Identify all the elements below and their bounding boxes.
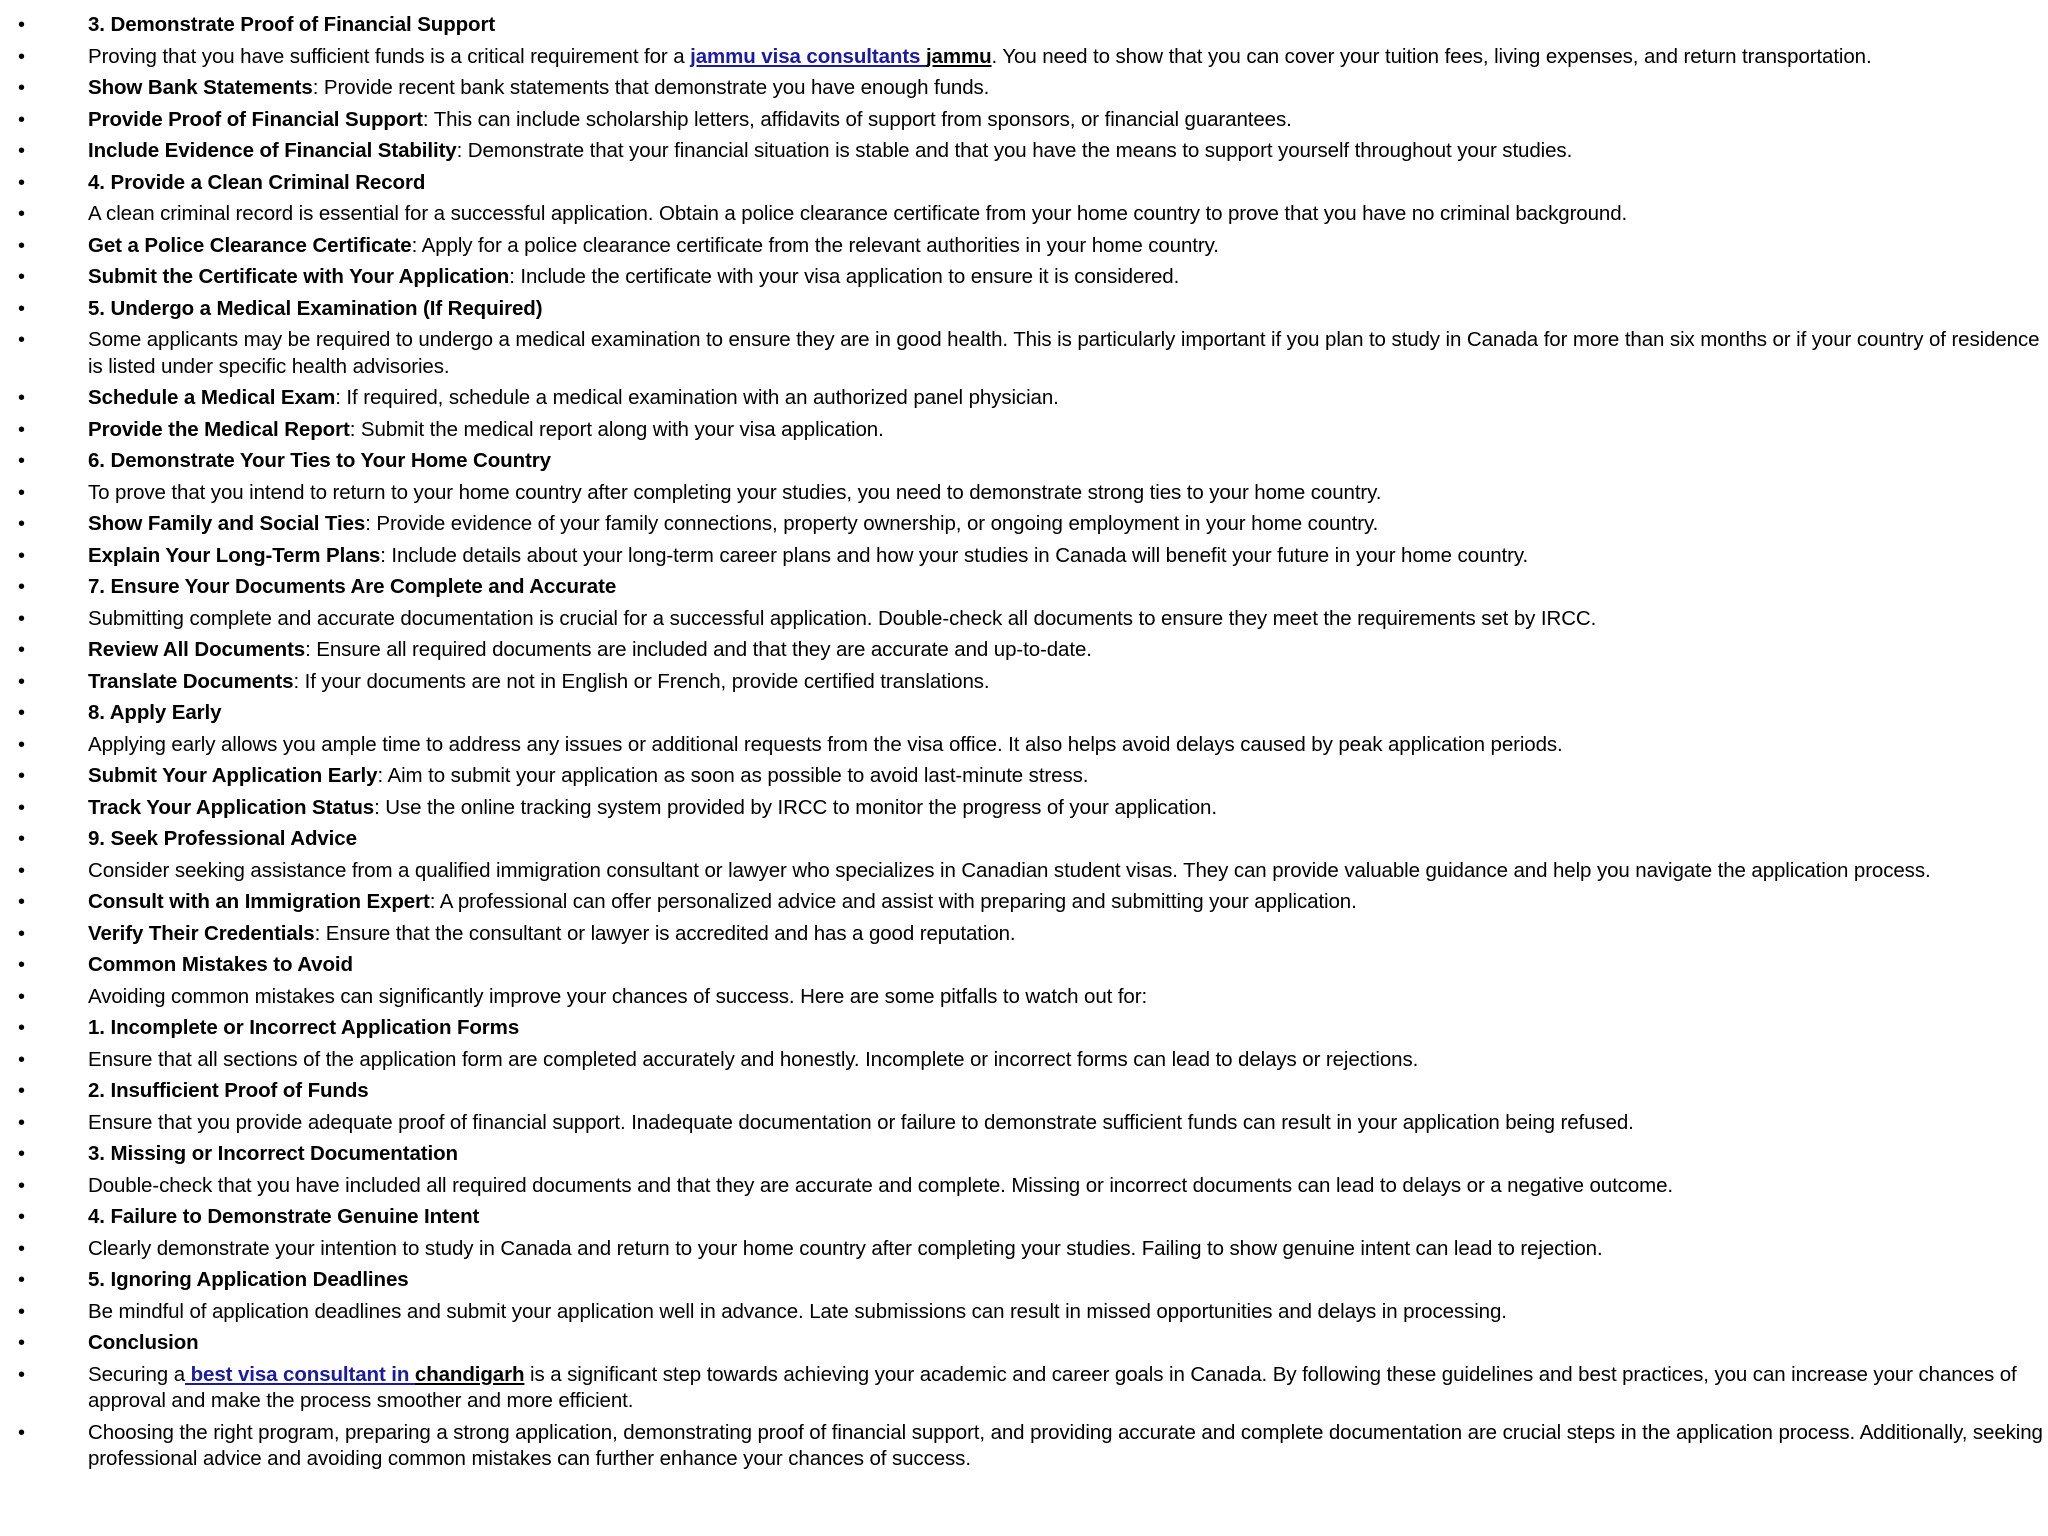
bullet-icon: • (18, 234, 25, 257)
bullet-icon: • (18, 796, 25, 819)
heading-text: 6. Demonstrate Your Ties to Your Home Country (88, 449, 551, 472)
list-item (0, 44, 2048, 71)
list-item (0, 1420, 2048, 1473)
term-description: : A professional can offer personalized advice and assist with preparing and submitting your application. (429, 890, 1357, 913)
bullet-icon: • (18, 1174, 25, 1197)
list-item (0, 264, 2048, 291)
list-item (0, 795, 2048, 822)
paragraph-text: is a significant step towards achieving your academic and career goals in Canada. By following these guidelines and best practices, you can increase your chances of approval and make the process smoother and more efficient. (88, 1362, 2017, 1412)
bullet-icon: • (18, 1017, 25, 1039)
bullet-icon: • (18, 1048, 25, 1071)
paragraph-text: Ensure that all sections of the application form are completed accurately and honestly. Incomplete or incorrect forms can lead to delays or rejections. (88, 1047, 1419, 1071)
list-item (0, 763, 2048, 790)
list-item (0, 201, 2048, 228)
bullet-icon: • (18, 387, 25, 409)
term-text: Include Evidence of Financial Stability (88, 139, 457, 162)
list-item (0, 921, 2048, 948)
term-text: Provide Proof of Financial Support (88, 107, 423, 131)
list-item (0, 858, 2048, 885)
section-heading-item (0, 1204, 2048, 1231)
bullet-icon: • (18, 891, 25, 913)
term-description: : Ensure all required documents are included and that they are accurate and up-to-date. (305, 638, 1092, 661)
paragraph-text: Ensure that you provide adequate proof of financial support. Inadequate documentation or failure to demonstrate sufficient funds can result in your application being refused. (88, 1110, 1634, 1134)
paragraph-text: Applying early allows you ample time to address any issues or additional requests from the visa office. It also helps avoid delays caused by peak application periods. (88, 732, 1563, 756)
heading-text: 3. Missing or Incorrect Documentation (88, 1142, 458, 1165)
bullet-icon: • (18, 108, 25, 131)
list-item (0, 1362, 2048, 1415)
section-heading-item (0, 170, 2048, 197)
location-text: chandigarh (414, 1362, 525, 1386)
heading-text: 5. Undergo a Medical Examination (If Required) (88, 296, 543, 320)
bullet-icon: • (18, 513, 25, 535)
bullet-icon: • (18, 670, 25, 693)
bullet-icon: • (18, 733, 25, 756)
list-item (0, 385, 2048, 412)
term-text: Submit the Certificate with Your Application (88, 265, 510, 288)
term-description: : If required, schedule a medical examination with an authorized panel physician. (335, 386, 1059, 409)
list-item (0, 637, 2048, 664)
bullet-icon: • (18, 1143, 25, 1165)
consultant-link[interactable]: jammu visa consultants (690, 44, 926, 68)
list-item (0, 606, 2048, 633)
section-heading-item (0, 296, 2048, 323)
list-item (0, 233, 2048, 260)
term-description: : This can include scholarship letters, affidavits of support from sponsors, or financial guarantees. (422, 107, 1292, 131)
term-description: : Provide recent bank statements that demonstrate you have enough funds. (312, 76, 990, 99)
bullet-icon: • (18, 954, 25, 976)
term-description: : Apply for a police clearance certificate from the relevant authorities in your home country. (411, 233, 1219, 257)
heading-text: 1. Incomplete or Incorrect Application Forms (88, 1016, 520, 1039)
bullet-icon: • (18, 922, 25, 945)
heading-text: 2. Insufficient Proof of Funds (88, 1079, 369, 1102)
bullet-icon: • (18, 418, 25, 441)
term-description: : Ensure that the consultant or lawyer is accredited and has a good reputation. (314, 921, 1016, 945)
paragraph-text: A clean criminal record is essential for a successful application. Obtain a police clearance certificate from your home country to prove that you have no criminal background. (88, 202, 1628, 225)
bullet-icon: • (18, 140, 25, 162)
bullet-icon: • (18, 544, 25, 567)
bullet-icon: • (18, 297, 25, 320)
section-heading-item (0, 574, 2048, 601)
consultant-link[interactable]: best visa consultant in (185, 1362, 415, 1386)
bullet-icon: • (18, 576, 25, 598)
term-text: Show Bank Statements (88, 76, 313, 99)
paragraph-text: Clearly demonstrate your intention to study in Canada and return to your home country after completing your studies. Failing to show genuine intent can lead to rejection. (88, 1236, 1603, 1260)
list-item (0, 732, 2048, 759)
section-heading-item (0, 826, 2048, 853)
term-text: Schedule a Medical Exam (88, 386, 336, 409)
list-item (0, 1299, 2048, 1326)
term-description: : Aim to submit your application as soon as possible to avoid last-minute stress. (377, 764, 1089, 787)
bullet-icon: • (18, 266, 25, 288)
list-item (0, 1236, 2048, 1263)
bullet-icon: • (18, 1269, 25, 1291)
list-item (0, 1047, 2048, 1074)
paragraph-text: Proving that you have sufficient funds is a critical requirement for a (88, 44, 691, 68)
bullet-icon: • (18, 607, 25, 630)
bullet-icon: • (18, 45, 25, 68)
list-item (0, 669, 2048, 696)
bullet-icon: • (18, 1421, 25, 1444)
term-text: Consult with an Immigration Expert (88, 890, 430, 913)
bullet-icon: • (18, 702, 25, 724)
term-text: Translate Documents (88, 669, 294, 693)
paragraph-text: Some applicants may be required to undergo a medical examination to ensure they are in good health. This is particularly important if you plan to study in Canada for more than six months or if your country of residence is listed under specific health advisories. (88, 328, 2040, 378)
list-item (0, 138, 2048, 165)
heading-text: 7. Ensure Your Documents Are Complete and Accurate (88, 575, 617, 598)
section-heading-item (0, 952, 2048, 979)
paragraph-text: Choosing the right program, preparing a strong application, demonstrating proof of financial support, and providing accurate and complete documentation are crucial steps in the application process. Additionally, seeking professional advice and avoiding common mistakes can further enhance your chances of success. (88, 1420, 2043, 1470)
term-text: Verify Their Credentials (88, 921, 315, 945)
bullet-icon: • (18, 329, 25, 351)
list-item (0, 327, 2048, 380)
bullet-icon: • (18, 985, 25, 1008)
term-text: Provide the Medical Report (88, 417, 350, 441)
term-text: Track Your Application Status (88, 795, 375, 819)
bullet-icon: • (18, 1363, 25, 1386)
paragraph-text: Avoiding common mistakes can significantly improve your chances of success. Here are some pitfalls to watch out for: (88, 984, 1148, 1008)
list-item (0, 889, 2048, 916)
list-item (0, 75, 2048, 102)
term-text: Review All Documents (88, 638, 306, 661)
heading-text: Common Mistakes to Avoid (88, 953, 353, 976)
section-heading-item (0, 448, 2048, 475)
term-description: : Include details about your long-term career plans and how your studies in Canada will benefit your future in your home country. (380, 543, 1529, 567)
list-item (0, 543, 2048, 570)
list-item (0, 417, 2048, 444)
document-body (0, 12, 2048, 1478)
list-item (0, 984, 2048, 1011)
paragraph-text: . You need to show that you can cover your tuition fees, living expenses, and return transportation. (991, 44, 1872, 68)
bullet-icon: • (18, 171, 25, 194)
bullet-icon: • (18, 859, 25, 882)
paragraph-text: Be mindful of application deadlines and submit your application well in advance. Late submissions can result in missed opportunities and delays in processing. (88, 1299, 1507, 1323)
term-description: : Use the online tracking system provided by IRCC to monitor the progress of your application. (374, 795, 1217, 819)
list-item (0, 107, 2048, 134)
list-item (0, 480, 2048, 507)
bullet-icon: • (18, 203, 25, 225)
bullet-icon: • (18, 639, 25, 661)
bullet-icon: • (18, 1237, 25, 1260)
term-description: : Submit the medical report along with your visa application. (349, 417, 884, 441)
list-item (0, 1110, 2048, 1137)
term-description: : Provide evidence of your family connections, property ownership, or ongoing employment in your home country. (365, 512, 1379, 535)
bullet-icon: • (18, 1111, 25, 1134)
list-item (0, 511, 2048, 538)
section-heading-item (0, 1015, 2048, 1042)
heading-text: 5. Ignoring Application Deadlines (88, 1268, 409, 1291)
term-text: Show Family and Social Ties (88, 512, 366, 535)
paragraph-text: Securing a (88, 1362, 186, 1386)
heading-text: 4. Provide a Clean Criminal Record (88, 170, 426, 194)
section-heading-item (0, 700, 2048, 727)
bullet-icon: • (18, 77, 25, 99)
term-text: Explain Your Long-Term Plans (88, 543, 381, 567)
term-text: Submit Your Application Early (88, 764, 378, 787)
paragraph-text: To prove that you intend to return to your home country after completing your studies, you need to demonstrate strong ties to your home country. (88, 480, 1382, 504)
heading-text: 9. Seek Professional Advice (88, 827, 357, 850)
section-heading-item (0, 1267, 2048, 1294)
section-heading-item (0, 1141, 2048, 1168)
paragraph-text: Consider seeking assistance from a qualified immigration consultant or lawyer who specializes in Canadian student visas. They can provide valuable guidance and help you navigate the application process. (88, 858, 1931, 882)
term-description: : Demonstrate that your financial situation is stable and that you have the means to support yourself throughout your studies. (456, 139, 1573, 162)
bullet-icon: • (18, 450, 25, 472)
bullet-icon: • (18, 14, 25, 36)
section-heading-item (0, 1078, 2048, 1105)
bullet-icon: • (18, 1206, 25, 1228)
heading-text: Conclusion (88, 1331, 199, 1354)
bullet-icon: • (18, 765, 25, 787)
bullet-icon: • (18, 481, 25, 504)
paragraph-text: Submitting complete and accurate documentation is crucial for a successful application. Double-check all documents to ensure they meet the requirements set by IRCC. (88, 606, 1597, 630)
term-description: : Include the certificate with your visa application to ensure it is considered. (509, 265, 1180, 288)
bullet-icon: • (18, 1300, 25, 1323)
location-text: jammu (925, 44, 992, 68)
paragraph-text: Double-check that you have included all required documents and that they are accurate and complete. Missing or incorrect documents can lead to delays or a negative outcome. (88, 1173, 1673, 1197)
bullet-icon: • (18, 1332, 25, 1354)
heading-text: 8. Apply Early (88, 701, 222, 724)
term-text: Get a Police Clearance Certificate (88, 233, 412, 257)
bullet-icon: • (18, 828, 25, 850)
section-heading-item (0, 1330, 2048, 1357)
term-description: : If your documents are not in English or French, provide certified translations. (293, 669, 990, 693)
bullet-icon: • (18, 1080, 25, 1102)
list-item (0, 1173, 2048, 1200)
heading-text: 3. Demonstrate Proof of Financial Support (88, 13, 496, 36)
heading-text: 4. Failure to Demonstrate Genuine Intent (88, 1205, 480, 1228)
section-heading-item (0, 12, 2048, 39)
